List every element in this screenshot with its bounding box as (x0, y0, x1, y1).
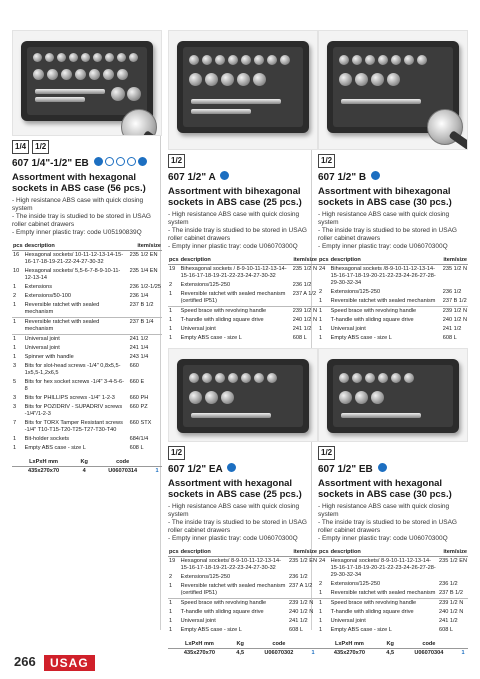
description-cell: Bits for TORX Tamper Resistant screws -1/4" T10-T15-T20-T25-T27-T30-T40 (24, 420, 123, 433)
item-cell: 236 1/2-1/25 (129, 284, 161, 290)
model-code: 607 1/2" EB (318, 464, 373, 475)
description-cell: Reversible ratchet with sealed mechanism (330, 590, 436, 596)
drive-badge: 1/2 (318, 154, 335, 168)
description-cell: Bihexagonal sockets /8-9-10-11-12-13-14-15-16-17-18-19-20-21-22-23-24-26-27-28-29-30-32-34 (330, 266, 436, 286)
feature-list: - High resistance ABS case with quick closing system - The inside tray is studied to be stored in USAG roller cabinet drawers - Empty inner plastic tray: code U05190839Q (12, 197, 151, 236)
pcs-cell: 1 (12, 335, 24, 345)
product-heading: Assortment with hexagonal sockets in ABS case (56 pcs.) (12, 172, 146, 194)
pcs-cell: 1 (13, 445, 17, 451)
pcs-cell: 3 (13, 395, 17, 401)
description-cell: Extensions/125-250 (330, 581, 381, 587)
description-cell: Speed brace with revolving handle (330, 599, 437, 609)
bihex-socket-icon (105, 157, 114, 166)
description-cell: Extensions (24, 284, 53, 290)
pcs-cell: 1 (319, 590, 323, 596)
feature-icons (94, 157, 147, 166)
description-cell: Empty ABS case - size L (24, 445, 86, 451)
description-cell: Bit-holder sockets (24, 436, 70, 442)
pcs-cell: 1 (13, 284, 17, 290)
table-row (168, 608, 318, 617)
description-cell: Universal joint (180, 326, 216, 332)
description-cell: Universal joint (330, 618, 366, 624)
feature-icons (371, 171, 380, 180)
model-title (318, 463, 468, 475)
table-row (318, 599, 468, 609)
table-row (168, 290, 318, 307)
description-cell: T-handle with sliding square drive (180, 317, 264, 323)
pcs-cell: 2 (169, 574, 173, 580)
feature-list: - High resistance ABS case with quick closing system - The inside tray is studied to be stored in USAG roller cabinet drawers - Empty inner plastic tray: code U06070300Q (168, 211, 307, 250)
description-cell: Hexagonal sockets/ 8-9-10-11-12-13-14-15-16-17-18-19-21-22-23-24-27-30-32 (180, 558, 281, 571)
product-heading: Assortment with hexagonal sockets in ABS case (25 pcs.) (168, 478, 302, 500)
description-cell: Speed brace with revolving handle (180, 599, 287, 609)
item-cell: 241 1/2 (292, 326, 312, 332)
contents-table: pcs description item/size 19 Hexagonal sockets/ 8-9-10-11-12-13-14-15-16-17-18-19-21-22-23-24-27-30-32 235 1/2 EN 2 Extensions/125-250 236 1/2 1 Reversible ratchet with sealed mechanism (certified IP51) 237 A 1/2 1 Speed brace with revolving handle 239 1/2 N 1 T-handle with sliding square drive 240 1/2 N 1 Universal joint 241 1/2 1 Empty ABS case - size L 608 L (169, 549, 317, 633)
table-row (168, 617, 318, 626)
item-cell: 239 1/2 N (292, 308, 317, 314)
pcs-cell: 1 (169, 618, 173, 624)
pcs-cell: 3 (13, 404, 17, 410)
pcs-cell: 1 (169, 326, 173, 332)
item-cell: 236 1/2 (292, 282, 312, 288)
model-code: 607 1/2" A (168, 172, 216, 183)
table-row (168, 557, 318, 574)
description-cell: Bihexagonal sockets / 8-9-10-11-12-13-14-15-16-17-18-19-21-22-23-24-27-30-32 (180, 266, 287, 279)
item-cell: 684/1/4 (129, 436, 149, 442)
description-cell: Bits for slot-head screws -1/4" 0,8x5,5-1x5,5-1,2x6,5 (24, 363, 121, 376)
bihex-socket-icon (371, 171, 380, 180)
feature-icons (378, 463, 387, 472)
model-code: 607 1/2" B (318, 172, 367, 183)
item-cell: 239 1/2 N (437, 599, 468, 609)
torx-icon (116, 157, 125, 166)
pcs-cell: 1 (169, 317, 173, 323)
table-row (12, 292, 162, 301)
table-row (318, 617, 468, 626)
model-title (318, 171, 468, 183)
hex-socket-icon (94, 157, 103, 166)
table-row (318, 288, 468, 297)
description-cell: Extensions/125-250 (180, 574, 231, 580)
feature-list: - High resistance ABS case with quick closing system - The inside tray is studied to be stored in USAG roller cabinet drawers - Empty inner plastic tray: code U06070300Q (168, 503, 307, 542)
description-cell: Reversible ratchet with sealed mechanism (certified IP51) (180, 583, 286, 596)
table-row (318, 608, 468, 617)
table-row (12, 251, 162, 268)
feature-icons (227, 463, 236, 472)
item-cell: 608 L (439, 627, 453, 633)
table-row (12, 318, 162, 335)
item-cell: 240 1/2 N (289, 609, 314, 615)
hex-socket-icon (378, 463, 387, 472)
item-cell: 237 B 1/2 (129, 302, 154, 308)
item-cell: 236 1/2 (439, 581, 458, 587)
item-cell: 239 1/2 N (287, 599, 318, 609)
item-cell: 235 1/2 EN (439, 558, 467, 564)
pcs-cell: 1 (13, 436, 17, 442)
item-cell: 660 E (129, 379, 145, 385)
table-row (168, 307, 318, 317)
product-photo (318, 348, 468, 442)
pcs-cell: 1 (168, 307, 180, 317)
description-cell: Empty ABS case - size L (330, 335, 392, 341)
table-row (318, 580, 468, 589)
table-row (12, 403, 162, 419)
pcs-cell: 1 (13, 354, 17, 360)
description-cell: T-handle with sliding square drive (330, 609, 414, 615)
item-cell: 243 1/4 (129, 354, 149, 360)
item-cell: 660 PZ (129, 404, 148, 410)
item-cell: 608 L (129, 445, 144, 451)
pcs-cell: 1 (318, 307, 330, 317)
item-cell: 236 1/2 (289, 574, 308, 580)
description-cell: Universal joint (330, 326, 366, 332)
model-code: 607 1/2" EA (168, 464, 223, 475)
table-row (12, 394, 162, 403)
item-cell: 237 B 1/4 (128, 318, 162, 335)
table-row (318, 297, 468, 307)
description-cell: Bits for PHILLIPS screws -1/4" 1-2-3 (24, 395, 115, 401)
page-number: 266 (14, 654, 36, 669)
item-cell: 237 B 1/2 (439, 590, 463, 596)
item-cell: 241 1/2 (442, 326, 462, 332)
item-cell: 240 1/2 N (292, 317, 317, 323)
product-607-eb-30 (318, 348, 468, 658)
table-row (168, 281, 318, 290)
table-row (318, 325, 468, 334)
item-cell: 608 L (289, 627, 303, 633)
description-cell: Universal joint (24, 345, 60, 351)
product-heading: Assortment with bihexagonal sockets in ABS case (25 pcs.) (168, 186, 302, 208)
table-row (12, 267, 162, 283)
description-cell: Speed brace with revolving handle (180, 307, 291, 317)
pcs-cell: 1 (319, 317, 323, 323)
table-row (12, 301, 162, 318)
product-photo (12, 30, 162, 136)
description-cell: Reversible ratchet with sealed mechanism (24, 318, 128, 335)
drive-badge: 1/2 (32, 140, 49, 154)
description-cell: Empty ABS case - size L (330, 627, 392, 633)
pcs-cell: 24 (319, 266, 326, 272)
pcs-cell: 1 (318, 599, 330, 609)
table-row (168, 599, 318, 609)
bihex-socket-icon (220, 171, 229, 180)
item-cell: 608 L (442, 335, 457, 341)
pcs-cell: 1 (169, 291, 173, 297)
description-cell: Reversible ratchet with sealed mechanism (certified IP51) (180, 291, 286, 304)
pcs-cell: 10 (13, 268, 20, 274)
table-row (12, 283, 162, 292)
item-cell: 240 1/2 N (442, 317, 467, 323)
item-cell: 608 L (292, 335, 307, 341)
description-cell: Hexagonal sockets/ 5,5-6-7-8-9-10-11-12-13-14 (24, 268, 121, 281)
pcs-cell: 24 (319, 558, 326, 564)
pcs-cell: 1 (319, 618, 323, 624)
item-cell: 236 1/2 (442, 289, 462, 295)
product-607-eb-56 (12, 30, 162, 476)
pcs-cell: 2 (169, 282, 173, 288)
table-row (12, 335, 162, 345)
table-row (12, 362, 162, 378)
description-cell: Hexagonal sockets/ 10-11-12-13-14-15-16-17-18-19-21-22-24-27-30-32 (24, 251, 128, 268)
description-cell: Spinner with handle (24, 354, 74, 360)
model-title (168, 463, 318, 475)
item-cell: 236 1/4 (129, 293, 149, 299)
item-cell: 660 PH (129, 395, 149, 401)
pcs-cell: 1 (168, 599, 180, 609)
table-row (318, 307, 468, 317)
item-cell: 235 1/2 N (292, 266, 317, 272)
pcs-cell: 1 (169, 609, 173, 615)
item-cell: 660 STX (129, 420, 152, 426)
table-row (168, 334, 318, 343)
drive-badge: 1/2 (168, 154, 185, 168)
table-row (318, 557, 468, 581)
contents-table: pcs description item/size 19 Bihexagonal sockets / 8-9-10-11-12-13-14-15-16-17-18-19-21-22-23-24-27-30-32 235 1/2 N 2 Extensions/125-250 236 1/2 1 Reversible ratchet with sealed mechanism (certified IP51) 237 A 1/2 1 Speed brace with revolving handle 239 1/2 N 1 T-handle with sliding square drive 240 1/2 N 1 Universal joint 241 1/2 1 Empty ABS case - size L 608 L (169, 257, 317, 341)
model-title (168, 171, 318, 183)
pcs-cell: 1 (13, 345, 17, 351)
brand-logo: USAG (44, 655, 95, 671)
spinner-icon (138, 157, 147, 166)
product-photo (168, 30, 318, 150)
item-cell: 237 A 1/2 (289, 583, 313, 589)
model-code: 607 1/4"-1/2" EB (12, 158, 89, 169)
pcs-cell: 3 (13, 363, 17, 369)
pcs-cell: 1 (13, 302, 17, 308)
drive-badge: 1/2 (168, 446, 185, 460)
pcs-cell: 2 (319, 289, 323, 295)
bit-icon (127, 157, 136, 166)
item-cell: 237 A 1/2 (292, 291, 317, 297)
pcs-cell: 5 (13, 379, 17, 385)
table-row (12, 353, 162, 362)
pcs-cell: 1 (319, 627, 323, 633)
item-cell: 235 1/2 EN (289, 558, 317, 564)
product-heading: Assortment with bihexagonal sockets in ABS case (30 pcs.) (318, 186, 452, 208)
item-cell: 235 1/4 EN (129, 268, 158, 274)
pcs-cell: 1 (319, 298, 323, 304)
pcs-cell: 7 (13, 420, 17, 426)
pcs-cell: 1 (319, 609, 323, 615)
pcs-cell: 1 (319, 326, 323, 332)
pcs-cell: 1 (169, 627, 173, 633)
product-heading: Assortment with hexagonal sockets in ABS case (30 pcs.) (318, 478, 452, 500)
pcs-cell: 1 (319, 335, 323, 341)
description-cell: Universal joint (24, 335, 128, 345)
description-cell: Empty ABS case - size L (180, 627, 242, 633)
description-cell: Empty ABS case - size L (180, 335, 242, 341)
table-row (12, 378, 162, 394)
pcs-cell: 2 (13, 293, 17, 299)
product-607-a (168, 30, 318, 366)
item-cell: 240 1/2 N (439, 609, 464, 615)
table-row (318, 589, 468, 599)
item-cell: 239 1/2 N (442, 308, 467, 314)
contents-table: pcs description item/size 16 Hexagonal sockets/ 10-11-12-13-14-15-16-17-18-19-21-22-24-27-30-32 235 1/2 EN 10 Hexagonal sockets/ 5,5-6-7-8-9-10-11-12-13-14 235 1/4 EN 1 Extensions 236 1/2-1/25 2 Extensions/50-100 236 1/4 1 Reversible ratchet with sealed mechanism 237 B 1/2 1 Reversible ratchet with sealed mechanism 237 B 1/4 1 Universal joint 241 1/2 1 Universal joint 241 1/4 1 Spinner with handle 243 1/4 3 Bits for slot-head screws -1/4" 0,8x5,5-1x5,5-1,2x6,5 660 5 Bits for hex socket screws -1/4" 3-4-5-6-8 660 E 3 Bits for PHILLIPS screws -1/4" 1-2-3 660 PH 3 Bits for POZIDRIV - SUPADRIV screws -1/4"/1-2-3 660 PZ 7 Bits for TORX Tamper Resistant screws -1/4" T10-T15-T20-T25-T27-T30-T40 660 STX 1 Bit-holder sockets 684/1/4 1 Empty ABS case - size L 608 L (13, 243, 161, 451)
description-cell: Speed brace with revolving handle (330, 307, 441, 317)
item-cell: 235 1/2 EN (128, 251, 162, 268)
table-row (168, 316, 318, 325)
description-cell: Bits for hex socket screws -1/4" 3-4-5-6-8 (24, 379, 124, 392)
spec-table: LxPxH mm Kg code 435x270x70 4,5 U06070304 1 (318, 640, 468, 658)
table-row (318, 316, 468, 325)
table-row (168, 573, 318, 582)
item-cell: 241 1/2 (439, 618, 458, 624)
table-row (168, 582, 318, 599)
table-row (12, 419, 162, 435)
description-cell: Extensions/125-250 (330, 289, 381, 295)
description-cell: T-handle with sliding square drive (180, 609, 264, 615)
item-cell: 235 1/2 N (442, 266, 467, 272)
item-cell: 241 1/2 (289, 618, 308, 624)
pcs-cell: 1 (169, 583, 173, 589)
table-row (318, 265, 468, 289)
description-cell: Reversible ratchet with sealed mechanism (24, 302, 100, 315)
description-cell: T-handle with sliding square drive (330, 317, 414, 323)
item-cell: 241 1/4 (129, 345, 149, 351)
table-row (318, 626, 468, 635)
table-row (318, 334, 468, 343)
drive-badge: 1/2 (318, 446, 335, 460)
description-cell: Hexagonal sockets/ 8-9-10-11-12-13-14-15-16-17-18-19-20-21-22-23-24-26-27-28-29-30-32-34 (330, 558, 436, 578)
spec-table: LxPxH mm Kg code 435x270x70 4 U06070314 1 (12, 458, 162, 476)
contents-table: pcs description item/size 24 Bihexagonal sockets /8-9-10-11-12-13-14-15-16-17-18-19-20-21-22-23-24-26-27-28-29-30-32-34 235 1/2 N 2 Extensions/125-250 236 1/2 1 Reversible ratchet with sealed mechanism 237 B 1/2 1 Speed brace with revolving handle 239 1/2 N 1 T-handle with sliding square drive 240 1/2 N 1 Universal joint 241 1/2 1 Empty ABS case - size L 608 L (319, 257, 467, 341)
product-607-ea (168, 348, 318, 658)
table-row (12, 435, 162, 444)
description-cell: Bits for POZIDRIV - SUPADRIV screws -1/4"/1-2-3 (24, 404, 123, 417)
table-row (12, 344, 162, 353)
description-cell: Extensions/50-100 (24, 293, 71, 299)
description-cell: Universal joint (180, 618, 216, 624)
description-cell: Reversible ratchet with sealed mechanism (330, 298, 436, 304)
feature-list: - High resistance ABS case with quick closing system - The inside tray is studied to be stored in USAG roller cabinet drawers - Empty inner plastic tray: code U06070300Q (318, 211, 457, 250)
table-row (168, 265, 318, 282)
pcs-cell: 19 (169, 558, 176, 564)
pcs-cell: 2 (319, 581, 323, 587)
contents-table: pcs description item/size 24 Hexagonal sockets/ 8-9-10-11-12-13-14-15-16-17-18-19-20-21-22-23-24-26-27-28-29-30-32-34 235 1/2 EN 2 Extensions/125-250 236 1/2 1 Reversible ratchet with sealed mechanism 237 B 1/2 1 Speed brace with revolving handle 239 1/2 N 1 T-handle with sliding square drive 240 1/2 N 1 Universal joint 241 1/2 1 Empty ABS case - size L 608 L (319, 549, 467, 633)
item-cell: 237 B 1/2 (442, 298, 467, 304)
pcs-cell: 19 (169, 266, 176, 272)
feature-icons (220, 171, 229, 180)
pcs-cell: 1 (169, 335, 173, 341)
table-row (168, 325, 318, 334)
product-607-b (318, 30, 468, 366)
hex-socket-icon (227, 463, 236, 472)
pcs-cell: 16 (12, 251, 24, 268)
model-title (12, 157, 162, 169)
item-cell: 241 1/2 (128, 335, 162, 345)
pcs-cell: 1 (12, 318, 24, 335)
product-photo (168, 348, 318, 442)
item-cell: 660 (129, 363, 139, 369)
table-row (168, 626, 318, 635)
description-cell: Extensions/125-250 (180, 282, 231, 288)
product-photo (318, 30, 468, 150)
spec-table: LxPxH mm Kg code 435x270x70 4,5 U06070302 1 (168, 640, 318, 658)
drive-badge: 1/4 (12, 140, 29, 154)
table-row (12, 444, 162, 453)
feature-list: - High resistance ABS case with quick closing system - The inside tray is studied to be stored in USAG roller cabinet drawers - Empty inner plastic tray: code U06070300Q (318, 503, 457, 542)
